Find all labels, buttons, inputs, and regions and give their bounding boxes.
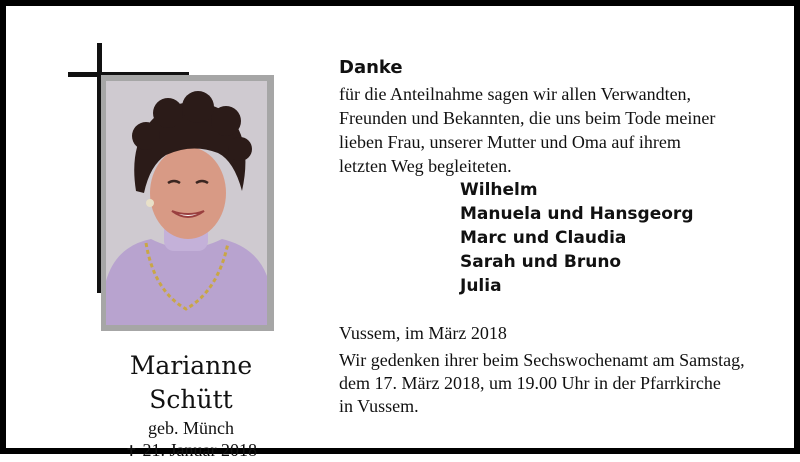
thanks-line: Freunden und Bekannten, die uns beim Tode meiner	[339, 108, 716, 128]
death-date: 21. Januar 2018	[142, 440, 258, 460]
family-member: Marc und Claudia	[460, 228, 627, 248]
memorial-line: dem 17. März 2018, um 19.00 Uhr in der Pfarrkirche	[339, 373, 721, 393]
death-cross-icon: ✝	[124, 442, 138, 460]
family-member: Manuela und Hansgeorg	[460, 204, 694, 224]
thanks-line: für die Anteilnahme sagen wir allen Verwandten,	[339, 84, 692, 104]
portrait-photo	[106, 81, 267, 325]
memorial-line: in Vussem.	[339, 396, 419, 416]
deceased-info	[86, 349, 296, 462]
thanks-line: lieben Frau, unserer Mutter und Oma auf ihrem	[339, 132, 681, 152]
death-line	[86, 439, 296, 462]
place-date: Vussem, im März 2018	[339, 323, 507, 343]
portrait-illustration	[106, 81, 267, 325]
family-list	[460, 178, 693, 298]
deceased-name: Marianne Schütt	[129, 351, 253, 414]
family-member: Sarah und Bruno	[460, 252, 622, 272]
portrait-frame	[101, 75, 274, 331]
thanks-text	[339, 82, 759, 178]
family-member: Wilhelm	[460, 180, 538, 200]
family-member: Julia	[460, 276, 502, 296]
memorial-line: Wir gedenken ihrer beim Sechswochenamt am Samstag,	[339, 350, 745, 370]
thanks-line: letzten Weg begleiteten.	[339, 156, 512, 176]
memorial-text	[339, 349, 769, 418]
birth-name: geb. Münch	[148, 418, 234, 438]
thanks-heading: Danke	[339, 57, 403, 78]
